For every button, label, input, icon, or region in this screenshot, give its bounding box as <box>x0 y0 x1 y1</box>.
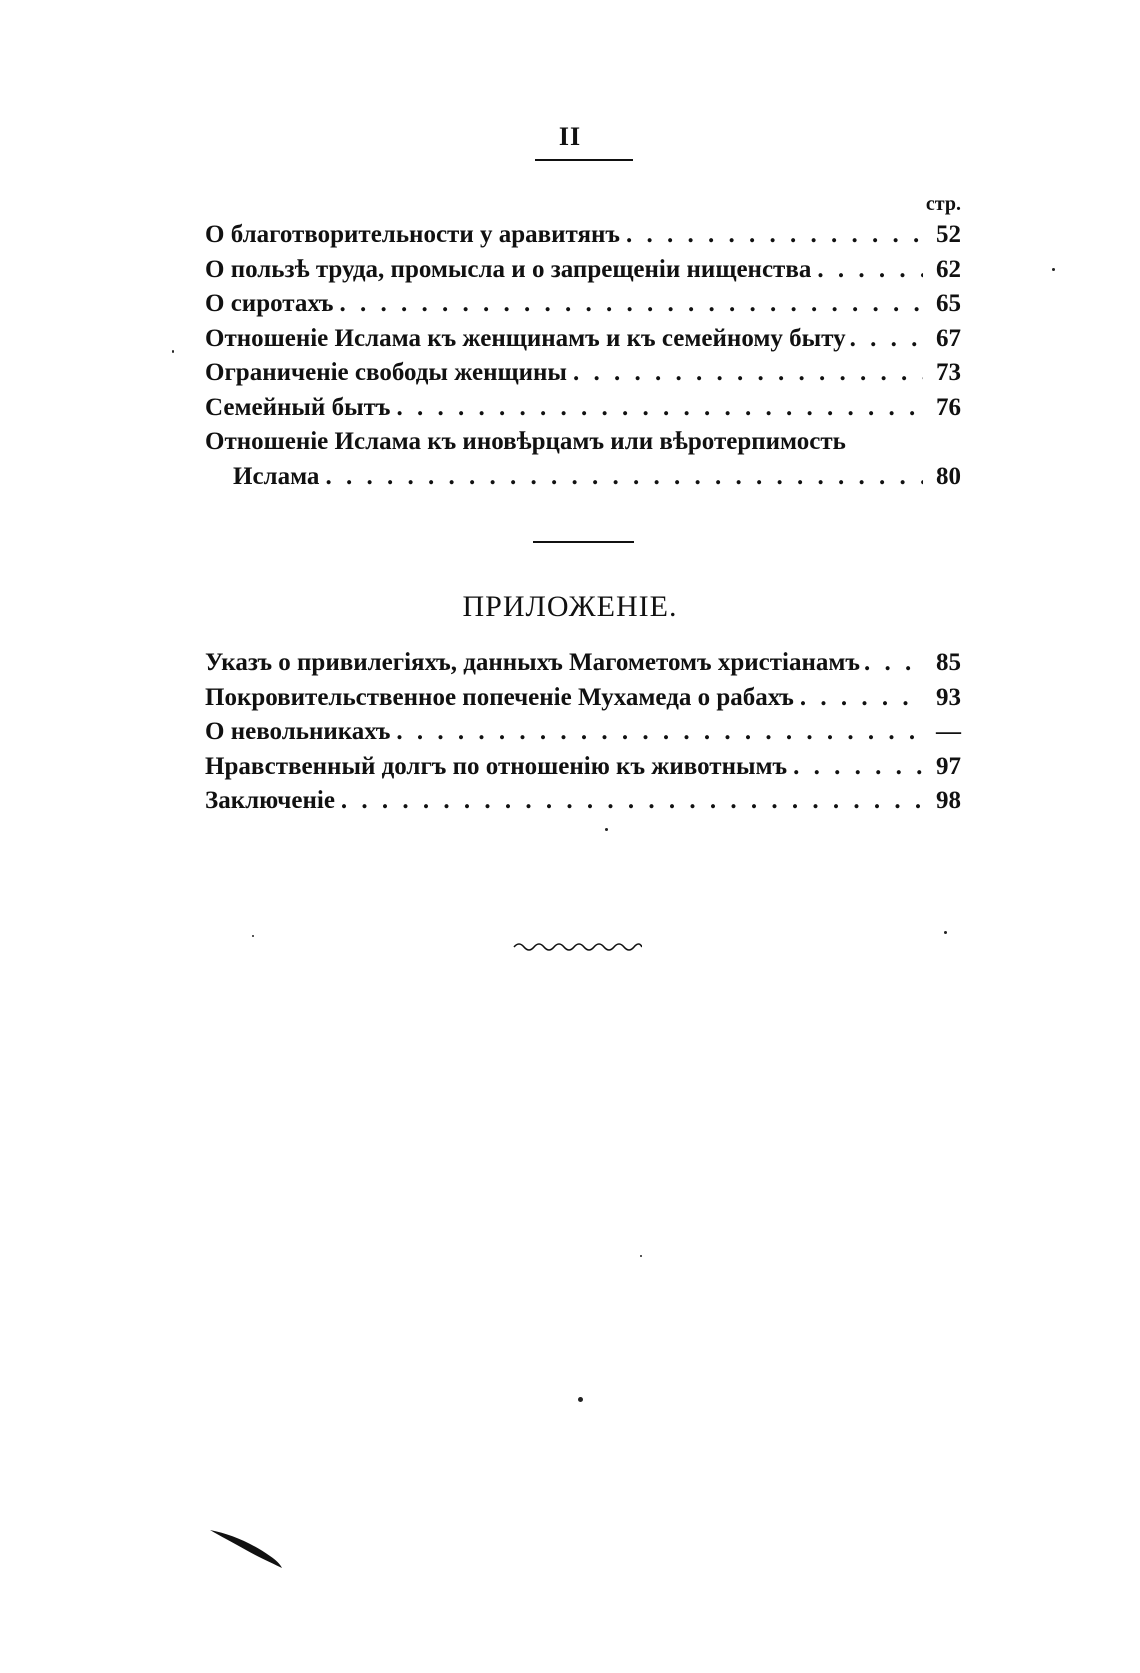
wavy-ornament <box>512 940 642 954</box>
dot-leader <box>339 287 923 322</box>
dot-leader <box>793 750 923 785</box>
toc-entry-slaves-care <box>205 681 961 716</box>
dot-leader <box>341 784 923 819</box>
dot-leader <box>396 391 923 426</box>
toc-entry-charity <box>205 218 961 253</box>
toc-entry-title: О сиротахъ <box>205 290 334 317</box>
toc-entry-page: 65 <box>936 290 961 317</box>
toc-entry-title: Отношеніе Ислама къ женщинамъ и къ семейному быту <box>205 324 846 352</box>
toc-entry-page: — <box>936 718 961 745</box>
toc-entry-orphans <box>205 287 961 322</box>
toc-entry-title: Нравственный долгъ по отношенію къ животнымъ <box>205 752 788 780</box>
paper-speck <box>578 1397 583 1402</box>
toc-entry-women-family <box>205 322 961 357</box>
toc-entry-animals <box>205 750 961 785</box>
page-column-label: стр. <box>925 193 961 215</box>
dot-leader <box>864 646 925 681</box>
toc-entry-title: Ислама <box>233 462 320 490</box>
toc-entry-page: 62 <box>936 255 961 283</box>
paper-speck <box>172 350 174 353</box>
toc-entry-page: 97 <box>936 752 961 780</box>
appendix-contents <box>205 646 961 819</box>
paper-speck <box>605 828 608 831</box>
paper-speck <box>944 931 947 934</box>
toc-entry-title: О благотворительности у аравитянъ <box>205 221 620 248</box>
toc-entry-conclusion <box>205 784 961 819</box>
toc-entry-title: О невольникахъ <box>205 718 391 745</box>
toc-entry-tolerance-continued <box>205 460 961 495</box>
toc-entry-privileges <box>205 646 961 681</box>
section-separator-rule <box>533 541 634 543</box>
table-of-contents <box>205 190 961 494</box>
dot-leader <box>626 218 923 253</box>
toc-entry-tolerance <box>205 425 961 460</box>
toc-entry-page: 76 <box>936 393 961 421</box>
toc-entry-page: 52 <box>936 221 961 248</box>
toc-entry-page: 67 <box>936 324 961 352</box>
paper-speck <box>640 1255 642 1257</box>
toc-entry-title: Отношеніе Ислама къ иновѣрцамъ или вѣротерпимость <box>205 428 846 455</box>
header-rule <box>535 159 633 161</box>
toc-entry-page: 85 <box>936 649 961 676</box>
appendix-heading: ПРИЛОЖЕНІЕ. <box>462 590 678 623</box>
toc-entry-page: 98 <box>936 787 961 814</box>
paper-speck <box>1052 268 1055 271</box>
toc-entry-labor <box>205 253 961 288</box>
paper-speck <box>252 935 254 937</box>
toc-entry-women-freedom <box>205 356 961 391</box>
page-number: II <box>558 122 582 151</box>
toc-entry-page: 93 <box>936 683 961 711</box>
toc-entry-page: 73 <box>936 359 961 386</box>
toc-entry-title: Заключеніе <box>205 787 335 814</box>
dot-leader <box>325 460 923 495</box>
dot-leader <box>396 715 923 750</box>
toc-entry-title: Покровительственное попеченіе Мухамеда о рабахъ <box>205 683 794 711</box>
toc-entry-captives <box>205 715 961 750</box>
toc-entry-page: 80 <box>936 462 961 490</box>
dot-leader <box>850 322 925 357</box>
toc-entry-title: Ограниченіе свободы женщины <box>205 359 567 386</box>
toc-entry-title: Указъ о привилегіяхъ, данныхъ Магометомъ христіанамъ <box>205 649 860 676</box>
dot-leader <box>817 253 923 288</box>
toc-entry-title: Семейный бытъ <box>205 393 391 421</box>
ink-smudge <box>210 1530 300 1570</box>
dot-leader <box>800 681 923 716</box>
dot-leader <box>573 356 923 391</box>
toc-entry-title: О пользѣ труда, промысла и о запрещеніи нищенства <box>205 255 812 283</box>
toc-entry-family-life <box>205 391 961 426</box>
